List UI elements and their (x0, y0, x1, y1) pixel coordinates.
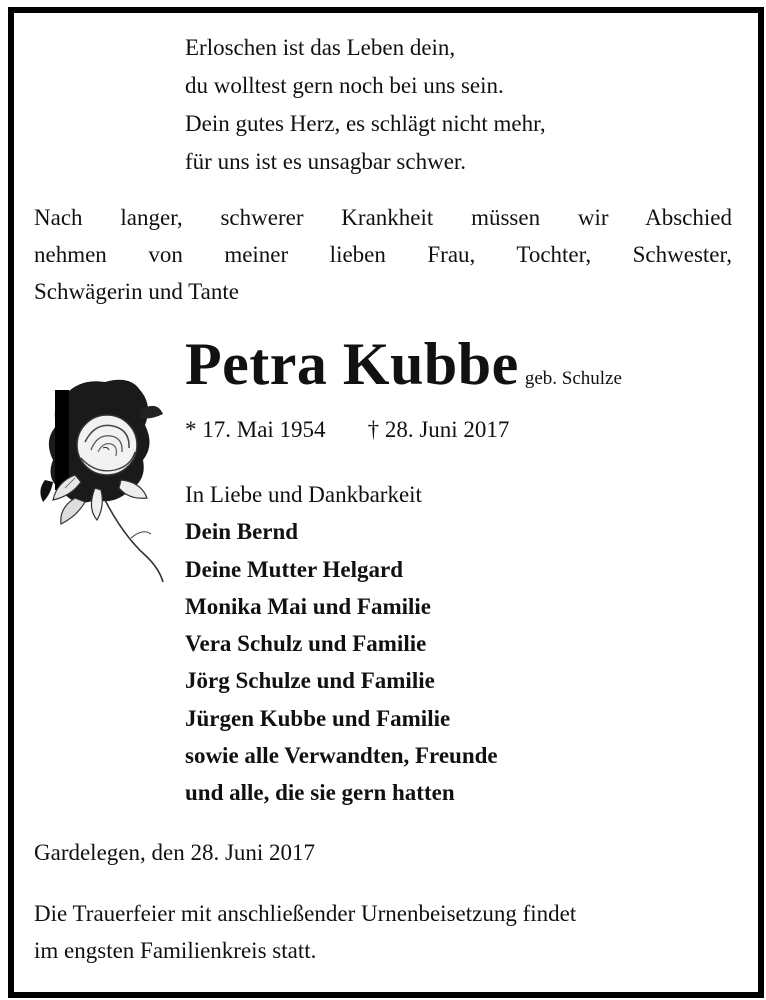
mourner-name: Jürgen Kubbe und Familie (185, 705, 451, 731)
intro-line: Nach langer, schwerer Krankheit müssen wir Abschied (34, 205, 732, 230)
mourner-name: Jörg Schulze und Familie (185, 668, 435, 694)
mourners-intro: In Liebe und Dankbarkeit (185, 482, 422, 507)
poem-line: du wolltest gern noch bei uns sein. (185, 73, 504, 98)
mourners-list (185, 476, 498, 812)
place-and-date: Gardelegen, den 28. Juni 2017 (34, 840, 316, 865)
rose-icon (35, 370, 170, 585)
deceased-name: Petra Kubbe (185, 331, 519, 397)
poem-line: Erloschen ist das Leben dein, (185, 35, 456, 60)
maiden-name: geb. Schulze (524, 368, 622, 389)
funeral-line: Die Trauerfeier mit anschließender Urnenbeisetzung findet (34, 901, 577, 926)
mourner-name: Deine Mutter Helgard (185, 556, 404, 582)
funeral-notice (34, 895, 576, 969)
mourner-name: sowie alle Verwandten, Freunde (185, 743, 498, 769)
mourner-name: Dein Bernd (185, 519, 299, 545)
mourner-name: Monika Mai und Familie (185, 593, 431, 619)
death-date: † 28. Juni 2017 (367, 417, 510, 442)
intro-line: Schwägerin und Tante (34, 279, 239, 304)
poem (185, 29, 546, 181)
intro-line: nehmen von meiner lieben Frau, Tochter, Schwester, (34, 242, 732, 267)
mourner-name: und alle, die sie gern hatten (185, 780, 455, 806)
life-dates (185, 412, 509, 448)
poem-line: Dein gutes Herz, es schlägt nicht mehr, (185, 111, 546, 136)
poem-line: für uns ist es unsagbar schwer. (185, 149, 467, 174)
funeral-line: im engsten Familienkreis statt. (34, 938, 317, 963)
intro-paragraph (34, 199, 732, 310)
deceased-name-line (185, 329, 622, 399)
mourner-name: Vera Schulz und Familie (185, 631, 427, 657)
birth-date: * 17. Mai 1954 (185, 417, 326, 442)
